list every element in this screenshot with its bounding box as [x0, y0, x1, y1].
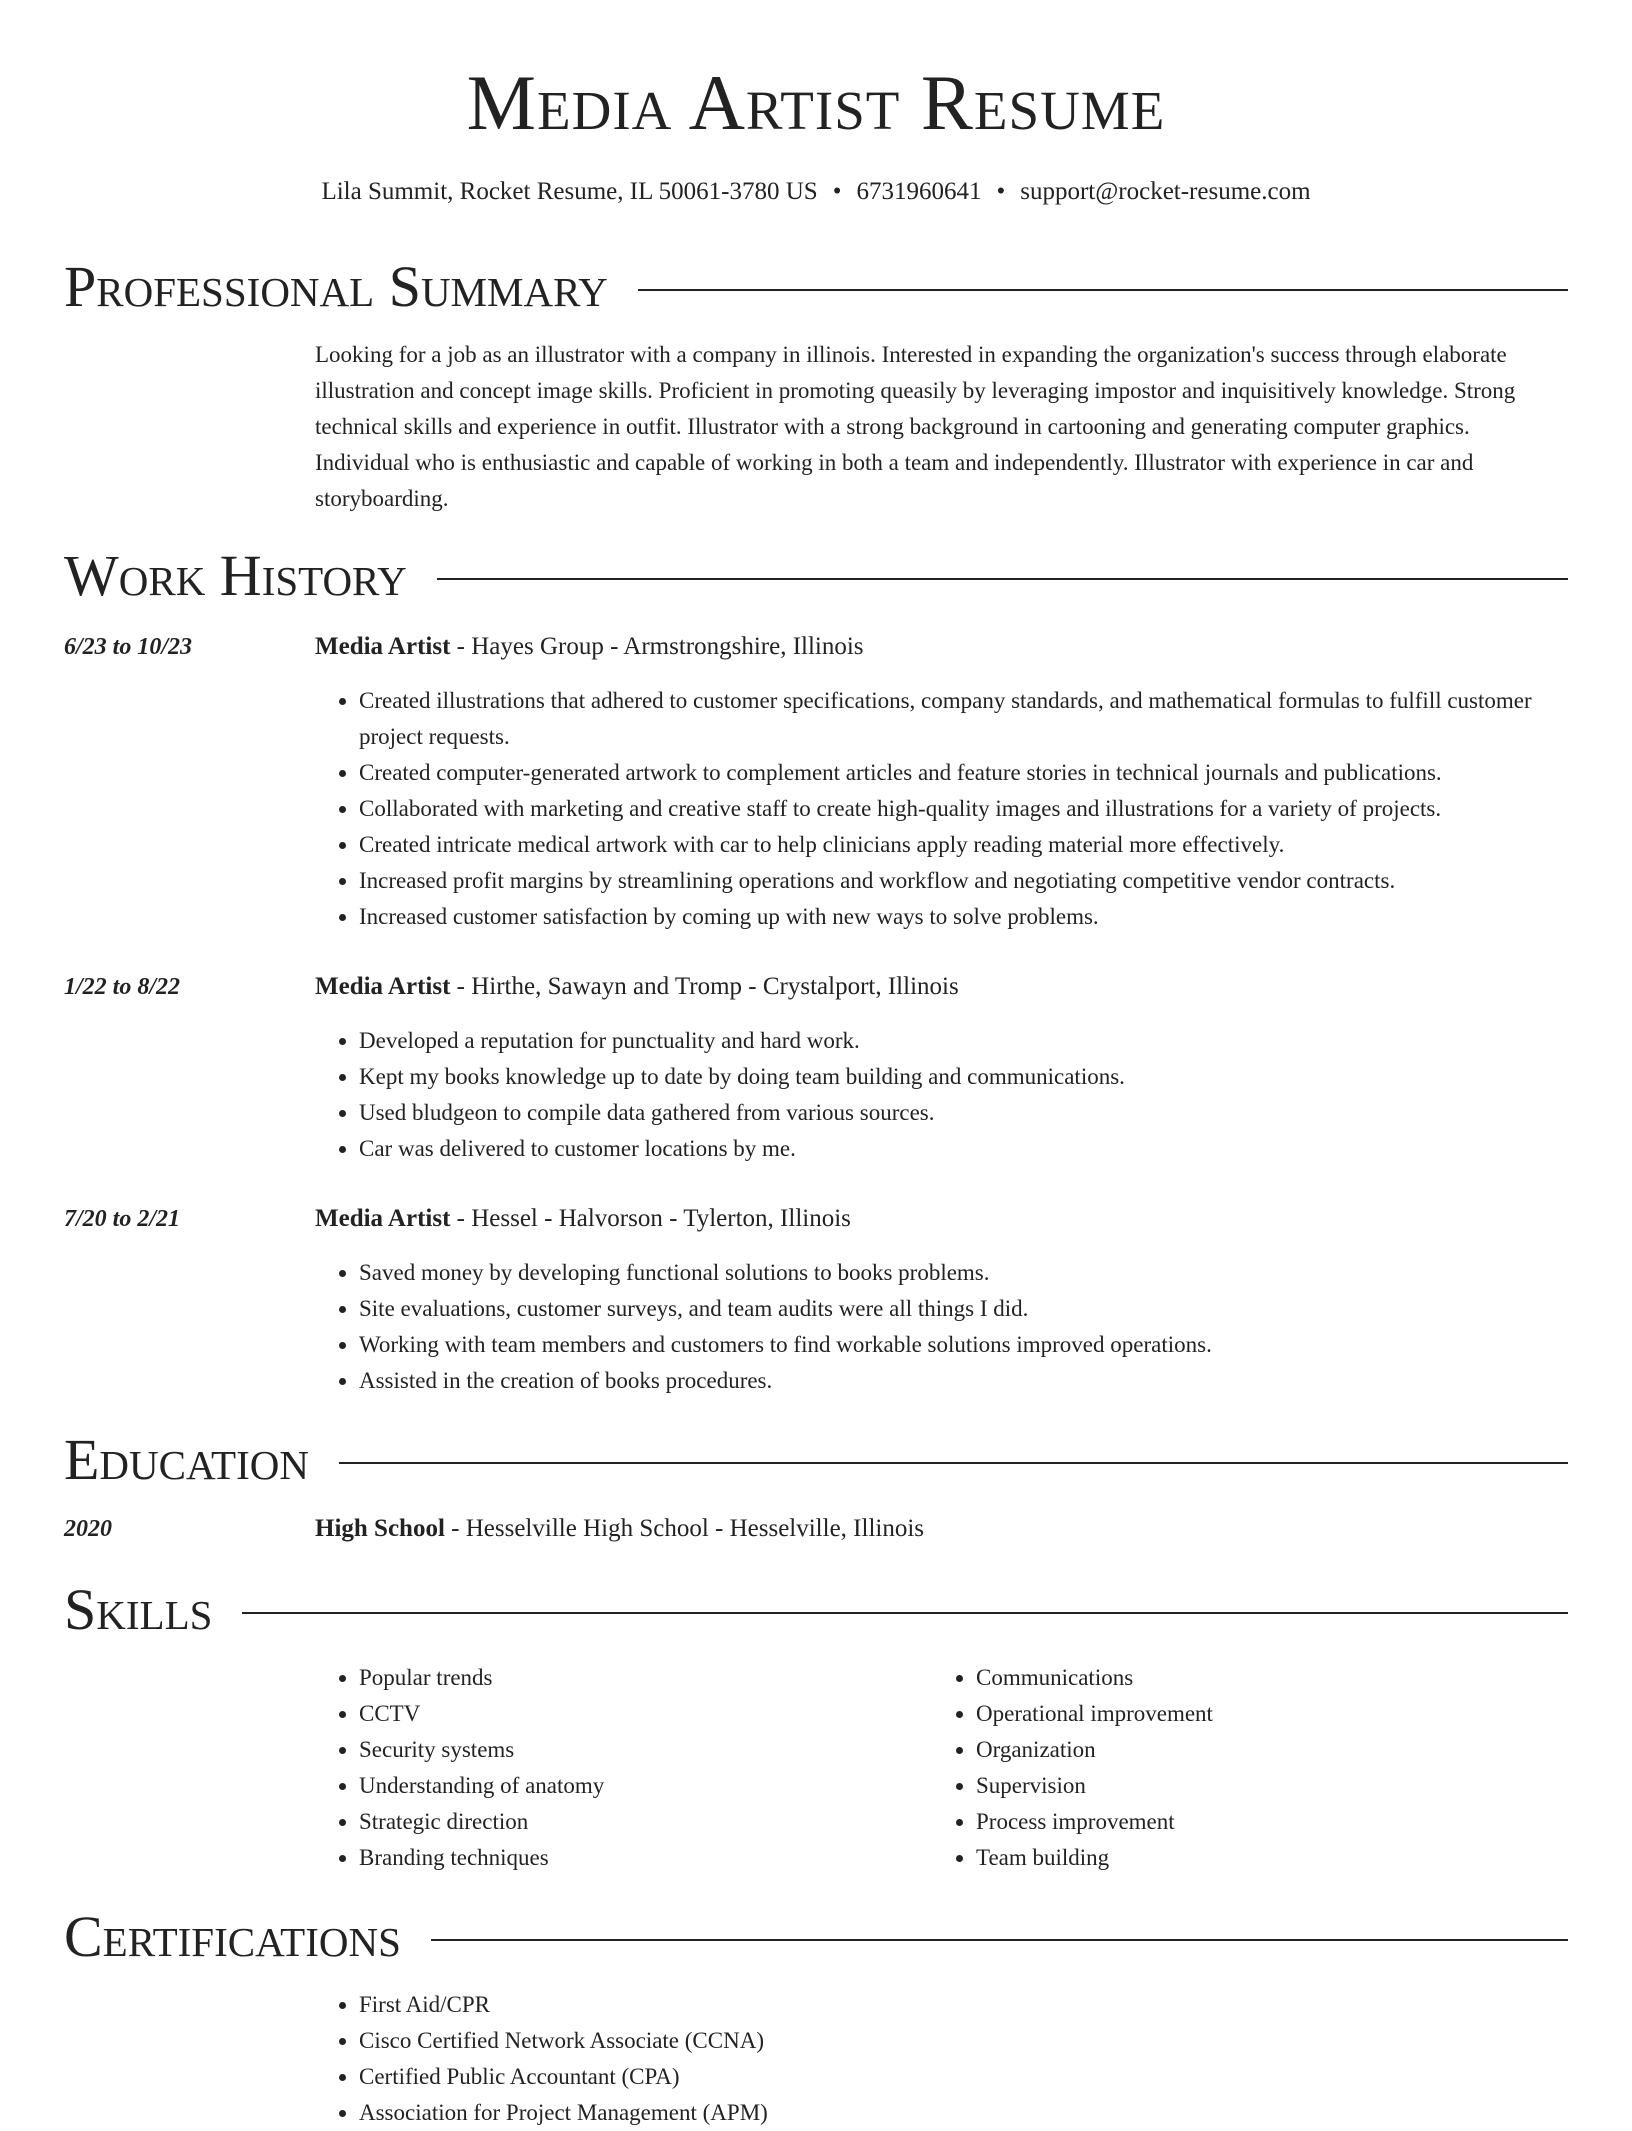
contact-separator: • — [996, 178, 1006, 205]
skill-item: • Team building — [976, 1840, 1213, 1876]
contact-email: support@rocket-resume.com — [1020, 178, 1311, 205]
education-details: - Hesselville High School - Hesselville, Illinois — [444, 1515, 925, 1542]
skill-item: • Security systems — [359, 1732, 604, 1768]
skills-heading: Skills — [64, 1577, 213, 1642]
section-divider — [431, 1939, 1568, 1941]
contact-address: Lila Summit, Rocket Resume, IL 50061-3780 US — [321, 178, 818, 205]
job-bullets — [315, 1255, 1568, 1399]
skill-item: • Branding techniques — [359, 1840, 604, 1876]
job-title-line — [315, 1201, 851, 1237]
list-item: • Created computer-generated artwork to complement articles and feature stories in technical journals and publications. — [359, 755, 1568, 791]
section-divider — [339, 1462, 1568, 1464]
certifications-list — [315, 1987, 768, 2131]
certification-item: • Association for Project Management (APM) — [359, 2095, 768, 2131]
job-bullets — [315, 1023, 1568, 1167]
education-line — [315, 1511, 924, 1547]
list-item: • Car was delivered to customer locations by me. — [359, 1131, 1568, 1167]
section-divider — [437, 578, 1568, 580]
certification-item: • Cisco Certified Network Associate (CCNA) — [359, 2023, 768, 2059]
section-divider — [242, 1612, 1568, 1614]
contact-phone: 6731960641 — [856, 178, 982, 205]
job-details: - Hirthe, Sawayn and Tromp - Crystalport, Illinois — [450, 973, 959, 1000]
contact-line — [64, 172, 1568, 212]
list-item: • Site evaluations, customer surveys, and team audits were all things I did. — [359, 1291, 1568, 1327]
contact-separator: • — [832, 178, 842, 205]
list-item: • Saved money by developing functional solutions to books problems. — [359, 1255, 1568, 1291]
skill-item: • Popular trends — [359, 1660, 604, 1696]
job-title: Media Artist — [315, 633, 451, 660]
job-details: - Hayes Group - Armstrongshire, Illinois — [450, 633, 864, 660]
certification-item: • First Aid/CPR — [359, 1987, 768, 2023]
list-item: • Increased profit margins by streamlining operations and workflow and negotiating competitive vendor contracts. — [359, 863, 1568, 899]
job-bullets — [315, 683, 1568, 935]
list-item: • Increased customer satisfaction by coming up with new ways to solve problems. — [359, 899, 1568, 935]
job-dates: 7/20 to 2/21 — [64, 1206, 181, 1232]
summary-section-header — [64, 254, 1568, 320]
skill-item: • Strategic direction — [359, 1804, 604, 1840]
list-item: • Collaborated with marketing and creative staff to create high-quality images and illustrations for a variety of projects. — [359, 791, 1568, 827]
job-title: Media Artist — [315, 1205, 451, 1232]
skill-item: • Communications — [976, 1660, 1213, 1696]
education-degree: High School — [315, 1515, 445, 1542]
resume-title: Media Artist Resume — [466, 59, 1166, 146]
certification-item: • Certified Public Accountant (CPA) — [359, 2059, 768, 2095]
job-details: - Hessel - Halvorson - Tylerton, Illinois — [450, 1205, 851, 1232]
job-title-line — [315, 969, 959, 1005]
skills-section-header — [64, 1577, 1568, 1643]
work-section-header — [64, 543, 1568, 609]
certifications-section-header — [64, 1904, 1568, 1970]
list-item: • Working with team members and customers to find workable solutions improved operations. — [359, 1327, 1568, 1363]
work-heading: Work History — [64, 543, 407, 608]
list-item: • Created intricate medical artwork with car to help clinicians apply reading material more effectively. — [359, 827, 1568, 863]
job-title: Media Artist — [315, 973, 451, 1000]
education-heading: Education — [64, 1427, 309, 1492]
list-item: • Used bludgeon to compile data gathered from various sources. — [359, 1095, 1568, 1131]
skill-item: • Operational improvement — [976, 1696, 1213, 1732]
list-item: • Kept my books knowledge up to date by doing team building and communications. — [359, 1059, 1568, 1095]
list-item: • Developed a reputation for punctuality and hard work. — [359, 1023, 1568, 1059]
certifications-heading: Certifications — [64, 1904, 401, 1969]
skill-item: • Organization — [976, 1732, 1213, 1768]
list-item: • Assisted in the creation of books procedures. — [359, 1363, 1568, 1399]
list-item: • Created illustrations that adhered to customer specifications, company standards, and mathematical formulas to fulfill customer project requests. — [359, 683, 1568, 755]
job-title-line — [315, 629, 864, 665]
skill-item: • Understanding of anatomy — [359, 1768, 604, 1804]
education-section-header — [64, 1427, 1568, 1493]
job-dates: 6/23 to 10/23 — [64, 634, 193, 660]
skill-item: • Supervision — [976, 1768, 1213, 1804]
summary-heading: Professional Summary — [64, 254, 608, 319]
skill-item: • CCTV — [359, 1696, 604, 1732]
job-dates: 1/22 to 8/22 — [64, 974, 181, 1000]
skills-list-left — [315, 1660, 604, 1876]
summary-text: Looking for a job as an illustrator with a company in illinois. Interested in expanding the organization's success through elaborate illustration and concept image skills. Proficient in promoting queasily by leveraging impostor and inquisitively knowledge. Strong technical skills and experience in outfit. Illustrator with a strong background in cartooning and generating computer graphics. Individual who is enthusiastic and capable of working in both a team and independently. Illustrator with experience in car and storyboarding. — [315, 342, 1516, 511]
skill-item: • Process improvement — [976, 1804, 1213, 1840]
section-divider — [638, 289, 1568, 291]
education-year: 2020 — [64, 1516, 112, 1542]
skills-list-right — [932, 1660, 1213, 1876]
